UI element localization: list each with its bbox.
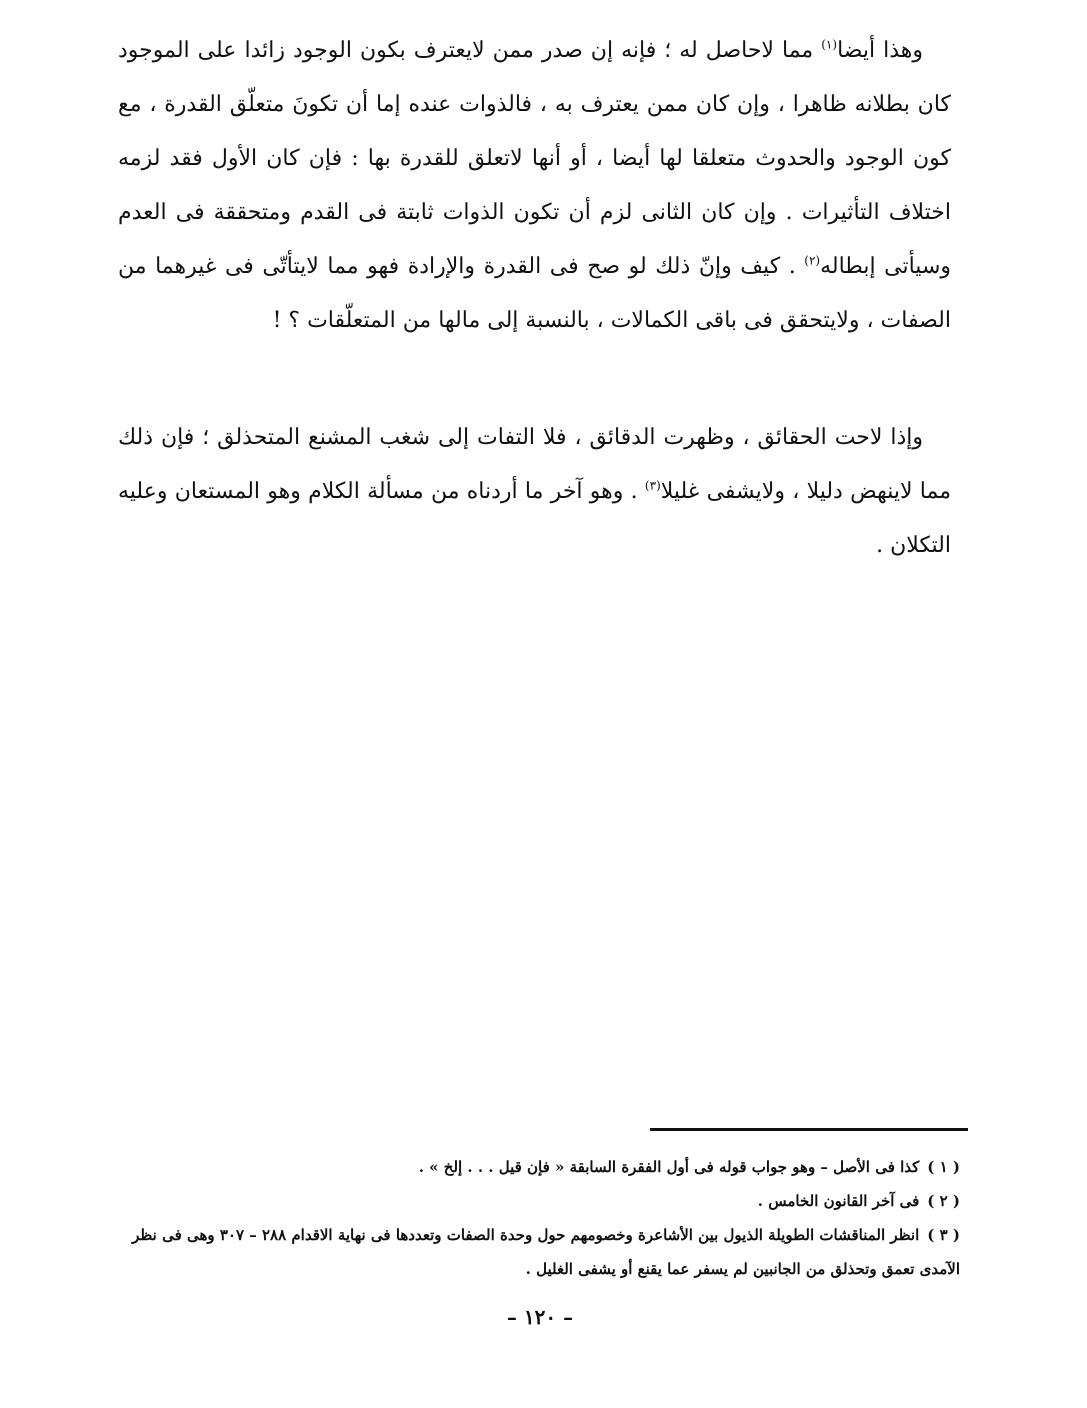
footnote-text: فى آخر القانون الخامس . [757,1192,920,1210]
footnote-text: انظر المناقشات الطويلة الذيول بين الأشاعرة وخصومهم حول وحدة الصفات وتعددها فى نهاية الاقدام ٢٨٨ – ٣٠٧ وهى فى نظر الآمدى تعمق وتحذلق من الجانبين لم يسفر عما يقنع أو يشفى الغليل . [132,1226,960,1278]
page-number: – ١٢٠ – [506,1305,574,1329]
body-paragraph [118,411,951,573]
paragraph-text: وإذا لاحت الحقائق ، وظهرت الدقائق ، فلا التفات إلى شغب المشنع المتحذلق ؛ فإن ذلك مما لاينهض دليلا ، ولايشفى غليلا [118,425,951,504]
footnote-reference[interactable]: (٢) [804,253,821,268]
footnote-item [120,1184,960,1218]
footnote-number: ( ٣ ) [927,1226,960,1244]
paragraph-text: وهذا أيضا [837,38,923,63]
footnote-item [120,1150,960,1184]
paragraph-text: . وهو آخر ما أردناه من مسألة الكلام وهو المستعان وعليه التكلان . [118,479,951,558]
body-paragraph [118,24,951,348]
footnote-text: كذا فى الأصل – وهو جواب قوله فى أول الفقرة السابقة « فإن قيل . . . إلخ » . [418,1158,920,1176]
footnote-number: ( ٢ ) [927,1192,960,1210]
footnote-item [120,1218,960,1286]
paragraph-text: . كيف وإنّ ذلك لو صح فى القدرة والإرادة فهو مما لايتأتّى فى غيرهما من الصفات ، ولايتحقق فى باقى الكمالات ، بالنسبة إلى مالها من المتعلّقات ؟ ! [118,254,951,333]
footnote-reference[interactable]: (١) [821,37,838,52]
footnote-divider [650,1128,968,1131]
paragraph-text: مما لاحاصل له ؛ فإنه إن صدر ممن لايعترف بكون الوجود زائدا على الموجود كان بطلانه ظاهرا ، وإن كان ممن يعترف به ، فالذوات عنده إما أن تكونَ متعلّق القدرة ، مع كون الوجود والحدوث متعلقا لها أيضا ، أو أنها لاتعلق للقدرة بها : فإن كان الأول فقد لزمه اختلاف التأثيرات . وإن كان الثانى لزم أن تكون الذوات ثابتة فى القدم ومتحققة فى العدم وسيأتى إبطاله [118,38,952,279]
footnote-reference[interactable]: (٣) [644,478,661,493]
footnotes-list [120,1150,960,1286]
footnote-number: ( ١ ) [927,1158,960,1176]
